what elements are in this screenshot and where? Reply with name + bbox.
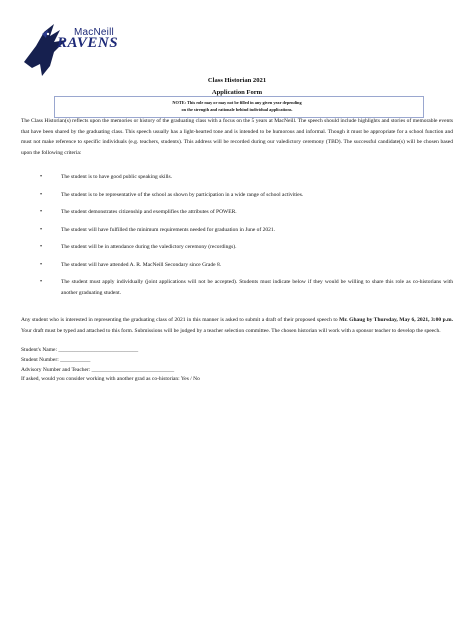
- criteria-item: • The student is to be representative of the school as shown by participation in a wide range of school activities.: [21, 190, 453, 201]
- deadline-text: Mr. Ghaug by Thursday, May 6, 2021, 3:00 p.m.: [339, 317, 453, 323]
- document-title: Class Historian 2021: [207, 77, 267, 84]
- criteria-item: • The student will have fulfilled the minimum requirements needed for graduation in June of 2021.: [21, 225, 453, 236]
- closing-paragraph: Any student who is interested in representing the graduating class of 2021 in this manner is asked to submit a draft of their proposed speech to Mr. Ghaug by Thursday, May 6, 2021, 3:00 p.m. Your draft must be typed and attached to this form. Submissions will be judged by a teacher selection committee. The chosen historian will work with a sponsor teacher to develop the speech.: [21, 317, 453, 334]
- bullet-icon: •: [40, 244, 43, 250]
- student-name-field[interactable]: Student's Name: _____________________________: [21, 347, 139, 353]
- bullet-icon: •: [40, 209, 43, 215]
- co-historian-question[interactable]: If asked, would you consider working with another grad as co-historian: Yes / No: [21, 376, 200, 383]
- bullet-icon: •: [40, 174, 43, 180]
- document-subtitle: Application Form: [211, 89, 263, 96]
- criteria-item: • The student will be in attendance during the valedictory ceremony (recordings).: [21, 242, 453, 253]
- criteria-list: [21, 172, 453, 298]
- intro-paragraph: The Class Historian(s) reflects upon the memories or history of the graduating class with a focus on the 5 years at MacNeill. The speech should include highlights and stories of memorable events that have been shared by the graduating class. This speech usually has a light-hearted tone and is intended to be humorous and informal. Though it must be appropriate for a school function and must not make reference to specific individuals (e.g. teachers, students). This address will be recorded during our valedictory ceremony (TBD). The successful candidate(s) will be chosen based upon the following criteria:: [21, 118, 453, 156]
- logo-team-name: RAVENS: [57, 35, 119, 51]
- criteria-item: • The student will have attended A. R. MacNeill Secondary since Grade 8.: [21, 260, 453, 271]
- bullet-icon: •: [40, 279, 43, 285]
- bullet-icon: •: [40, 261, 43, 268]
- student-number-field[interactable]: Student Number: ___________: [21, 356, 91, 363]
- criteria-item: • The student demonstrates citizenship and exemplifies the attributes of POWER.: [21, 207, 453, 218]
- note-line-1: NOTE: This role may or may not be filled in any given year depending: [172, 100, 302, 105]
- school-logo: [20, 22, 130, 78]
- note-line-2: on the strength and rationale behind individual applications.: [181, 107, 293, 112]
- advisory-field[interactable]: Advisory Number and Teacher: ______________________________: [21, 366, 175, 373]
- criteria-item: • The student is to have good public speaking skills.: [21, 172, 453, 183]
- application-form: [21, 346, 453, 385]
- bullet-icon: •: [40, 191, 43, 198]
- logo-school-name: MacNeill: [74, 27, 114, 38]
- bullet-icon: •: [40, 226, 43, 233]
- criteria-item: • The student must apply individually (joint applications will not be accepted). Students must indicate below if they would be willing to share this role as co-historians with another graduating student.: [40, 279, 453, 296]
